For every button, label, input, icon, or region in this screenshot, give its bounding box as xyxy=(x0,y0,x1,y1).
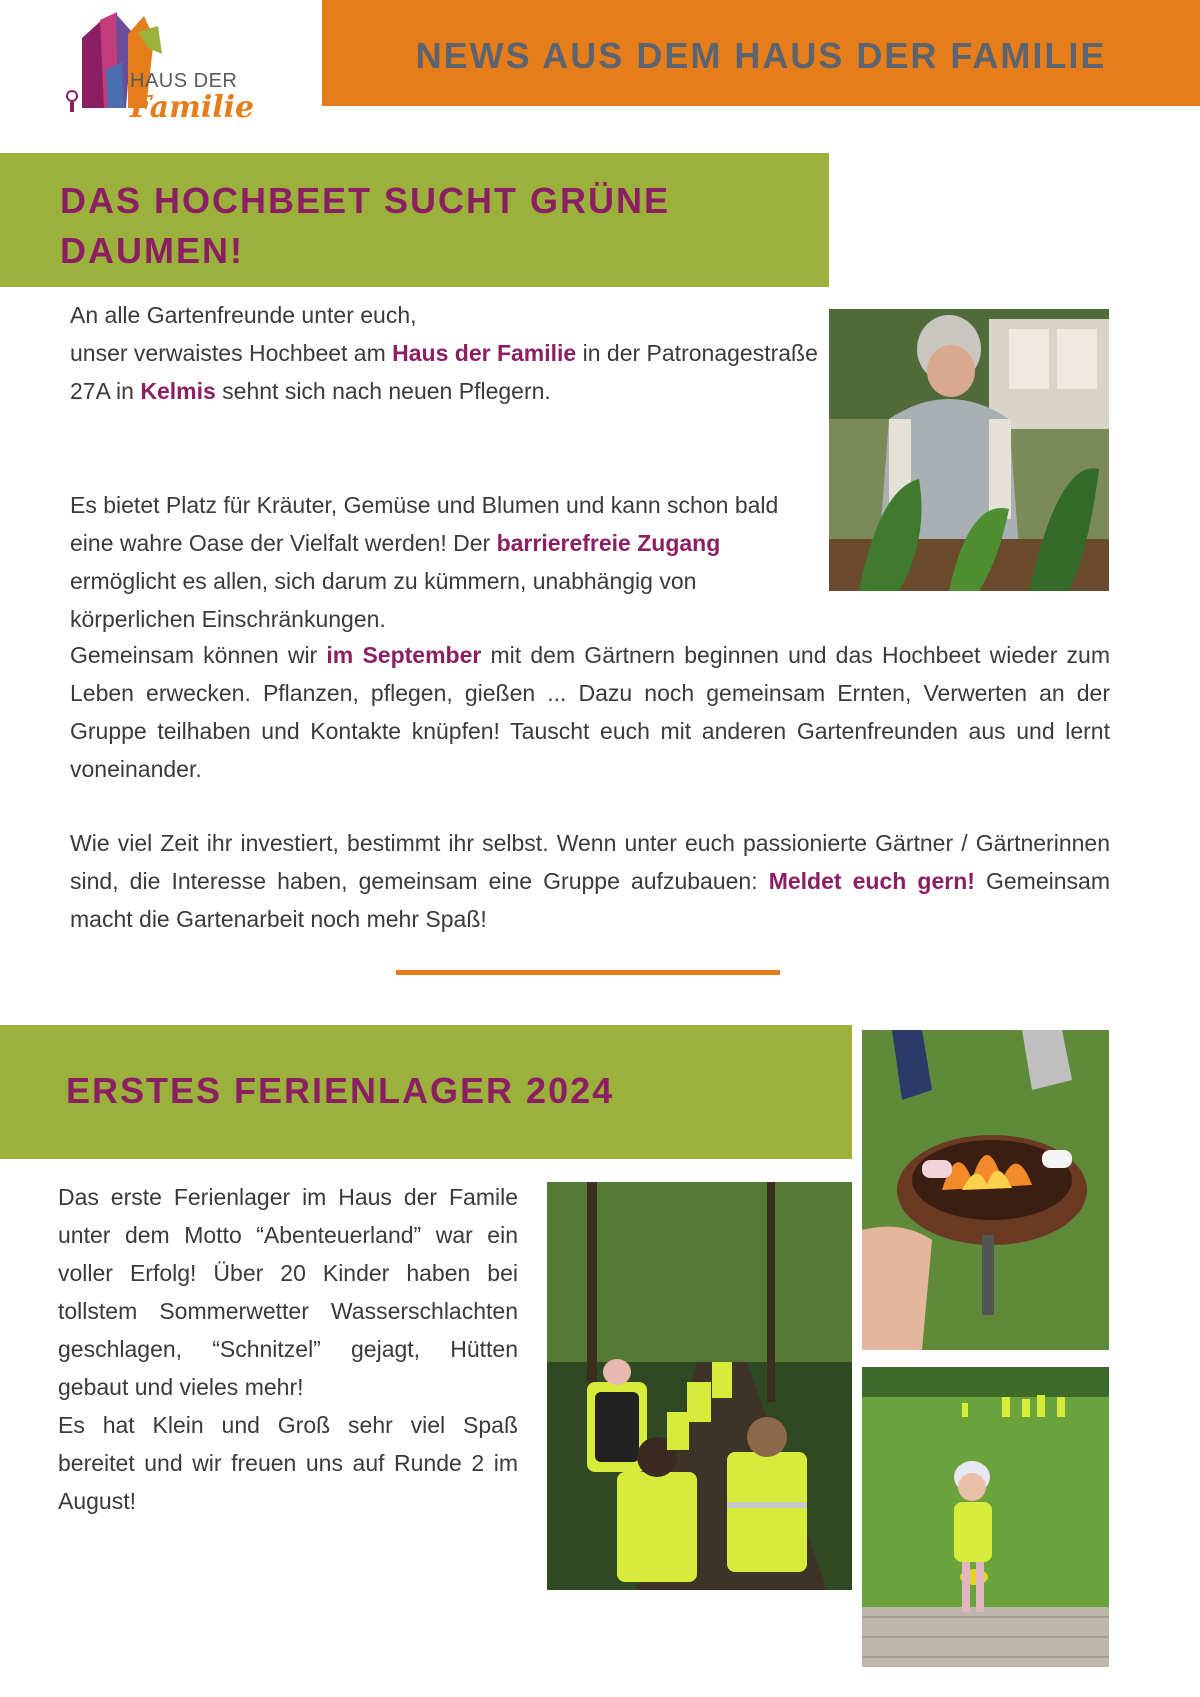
body-text: Wie viel Zeit ihr investiert, bestimmt ihr selbst. Wenn unter euch passionierte Gärtner / Gärtnerinnen sind, die Interesse haben, gemeinsam eine Gruppe aufzubauen: xyxy=(70,830,1110,894)
section1-paragraph-4 xyxy=(70,824,1110,938)
body-text: An alle Gartenfreunde unter euch, xyxy=(70,302,417,328)
photo-marshmallow-fire xyxy=(862,1030,1109,1350)
logo-text-line1: HAUS DER xyxy=(130,70,238,92)
logo-text-line2: Familie xyxy=(130,90,255,125)
section1-paragraph-1 xyxy=(70,296,830,410)
section2-title: ERSTES FERIENLAGER 2024 xyxy=(66,1070,615,1111)
section-divider xyxy=(396,970,780,975)
section1-paragraph-3 xyxy=(70,636,1110,788)
body-text: mit dem Gärtnern beginnen und das Hochbeet wieder zum Leben erwecken. Pflanzen, pflegen, gießen ... Dazu noch gemeinsam Ernten, Verwerten an der Gruppe teilhaben und Kontakte knüpfen! Tauscht euch mit anderen Gartenfreunden aus und lernt voneinander. xyxy=(70,642,1111,782)
section1-title: DAS HOCHBEET SUCHT GRÜNE DAUMEN! xyxy=(60,180,671,271)
body-text: Gemeinsam macht die Gartenarbeit noch mehr Spaß! xyxy=(70,868,1110,932)
photo-kids-lawn xyxy=(862,1367,1109,1667)
page-title: NEWS AUS DEM HAUS DER FAMILIE xyxy=(415,35,1107,76)
body-text: ermöglicht es allen, sich darum zu kümmern, unabhängig von körperlichen Einschränkungen. xyxy=(70,568,697,632)
section2-paragraph-1 xyxy=(58,1178,518,1520)
highlight-text: Meldet euch gern! xyxy=(768,868,975,894)
photo-garden-woman xyxy=(829,309,1109,591)
body-text: unser verwaistes Hochbeet am xyxy=(70,340,393,366)
body-text: sehnt sich nach neuen Pflegern. xyxy=(215,378,551,404)
highlight-text: Haus der Familie xyxy=(392,340,577,366)
photo-forest-walk xyxy=(547,1182,852,1590)
highlight-text: im September xyxy=(326,642,482,668)
body-text: Gemeinsam können wir xyxy=(70,642,327,668)
body-text: Es bietet Platz für Kräuter, Gemüse und Blumen und kann schon bald eine wahre Oase der Vielfalt werden! Der xyxy=(70,492,779,556)
body-text: Es hat Klein und Groß sehr viel Spaß bereitet und wir freuen uns auf Runde 2 im August! xyxy=(58,1412,518,1514)
body-text: Das erste Ferienlager im Haus der Famile unter dem Motto “Abenteuerland” war ein voller Erfolg! Über 20 Kinder haben bei tollstem Sommerwetter Wasserschlachten geschlagen, “Schnitzel” gejagt, Hütten gebaut und vieles mehr! xyxy=(58,1184,518,1400)
section1-paragraph-2 xyxy=(70,486,800,638)
highlight-text: Kelmis xyxy=(140,378,216,404)
body-text: in der Patronagestraße 27A in xyxy=(70,340,818,404)
highlight-text: barrierefreie Zugang xyxy=(496,530,721,556)
